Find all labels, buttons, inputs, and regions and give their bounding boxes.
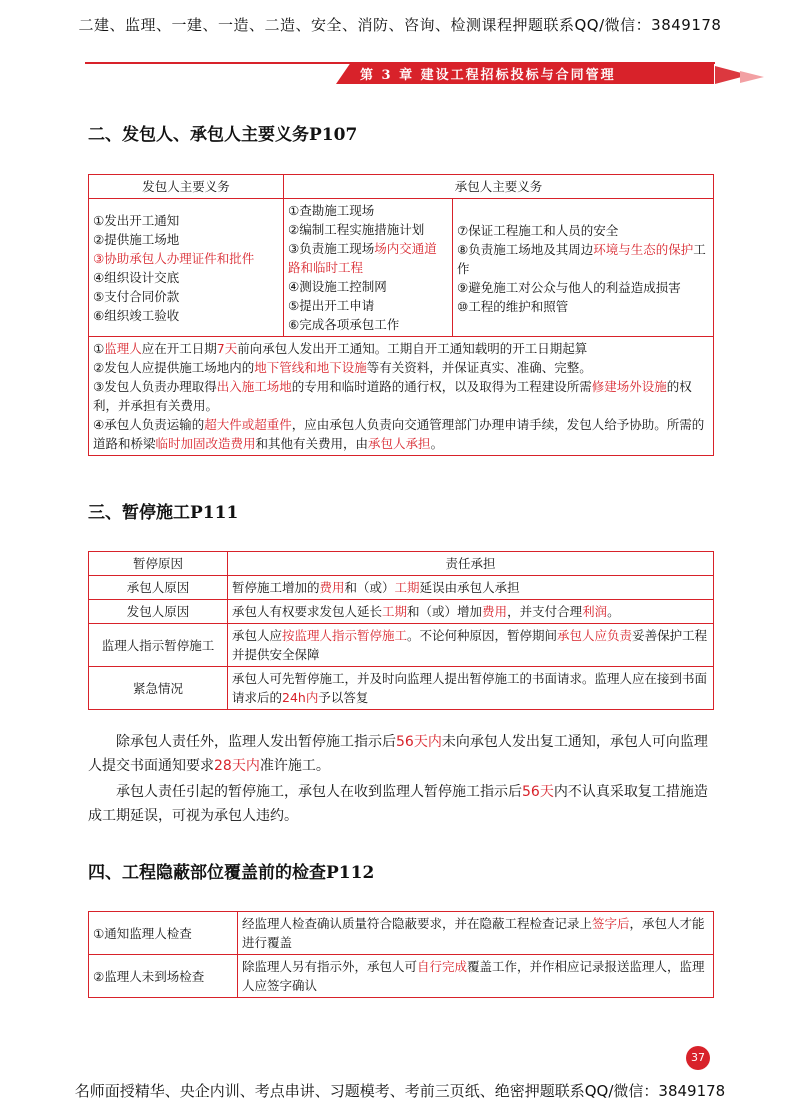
table-row: [89, 576, 714, 600]
note-3: ③发包人负责办理取得出入施工场地的专用和临时道路的通行权，以及取得为工程建设所需修建场外设施的权利，并承担有关费用。: [93, 379, 692, 413]
table-row: [89, 624, 714, 667]
list-item: ⑤提出开工申请: [288, 298, 375, 313]
reason-cell: 承包人原因: [89, 576, 228, 600]
section2-title: 二、发包人、承包人主要义务P107: [88, 125, 358, 145]
step-detail: 经监理人检查确认质量符合隐蔽要求，并在隐蔽工程检查记录上签字后，承包人才能进行覆盖: [238, 912, 714, 955]
contractor-obligations-b: [453, 199, 714, 337]
col-reason: 暂停原因: [89, 552, 228, 576]
resp-cell: 承包人应按监理人指示暂停施工。不论何种原因，暂停期间承包人应负责妥善保护工程并提供安全保障: [228, 624, 714, 667]
inspection-table: [88, 911, 714, 998]
col-employer: 发包人主要义务: [89, 175, 284, 199]
list-item: ①发出开工通知: [93, 213, 180, 228]
section3-title: 三、暂停施工P111: [88, 503, 239, 523]
page-number: 37: [686, 1046, 710, 1070]
resp-cell: 承包人可先暂停施工，并及时向监理人提出暂停施工的书面请求。监理人应在接到书面请求后的24h内予以答复: [228, 667, 714, 710]
note-1: ①监理人应在开工日期7天前向承包人发出开工通知。工期自开工通知载明的开工日期起算: [93, 341, 588, 356]
list-item: ②提供施工场地: [93, 232, 180, 247]
col-responsibility: 责任承担: [228, 552, 714, 576]
list-item: ②编制工程实施措施计划: [288, 222, 425, 237]
step-detail: 除监理人另有指示外，承包人可自行完成覆盖工作，并作相应记录报送监理人，监理人应签字确认: [238, 955, 714, 998]
obligations-table: [88, 174, 714, 456]
list-item: ③负责施工现场场内交通道路和临时工程: [288, 241, 437, 275]
col-contractor: 承包人主要义务: [284, 175, 714, 199]
list-item: ⑦保证工程施工和人员的安全: [457, 223, 619, 238]
step-label: ①通知监理人检查: [89, 912, 238, 955]
list-item: ④测设施工控制网: [288, 279, 387, 294]
section4-title: 四、工程隐蔽部位覆盖前的检查P112: [88, 863, 375, 883]
note-4: ④承包人负责运输的超大件或超重件，应由承包人负责向交通管理部门办理申请手续，发包人给予协助。所需的道路和桥梁临时加固改造费用和其他有关费用，由承包人承担。: [93, 417, 705, 451]
list-item: ①查勘施工现场: [288, 203, 375, 218]
reason-cell: 监理人指示暂停施工: [89, 624, 228, 667]
list-item: ⑨避免施工对公众与他人的利益造成损害: [457, 280, 681, 295]
list-item: ④组织设计交底: [93, 270, 180, 285]
list-item: ⑧负责施工场地及其周边环境与生态的保护工作: [457, 242, 706, 276]
reason-cell: 紧急情况: [89, 667, 228, 710]
list-item: ⑥完成各项承包工作: [288, 317, 400, 332]
resp-cell: 暂停施工增加的费用和（或）工期延误由承包人承担: [228, 576, 714, 600]
table-row: [89, 600, 714, 624]
obligations-notes: [89, 337, 714, 456]
list-item: ⑩工程的维护和照管: [457, 299, 569, 314]
arrow-decoration-light: [740, 71, 764, 83]
paragraph-resume: 除承包人责任外，监理人发出暂停施工指示后56天内未向承包人发出复工通知，承包人可向监理人提交书面通知要求28天内准许施工。: [88, 734, 708, 774]
list-item: ③协助承包人办理证件和批件: [93, 251, 255, 266]
step-label: ②监理人未到场检查: [89, 955, 238, 998]
resp-cell: 承包人有权要求发包人延长工期和（或）增加费用，并支付合理利润。: [228, 600, 714, 624]
employer-obligations: [89, 199, 284, 337]
table-row: [89, 955, 714, 998]
list-item: ⑤支付合同价款: [93, 289, 180, 304]
chapter-title: 第 3 章 建设工程招标投标与合同管理: [360, 68, 616, 83]
table-row: [89, 667, 714, 710]
footer-note: 名师面授精华、央企内训、考点串讲、习题模考、考前三页纸、绝密押题联系QQ/微信：3849178: [74, 1082, 726, 1100]
reason-cell: 发包人原因: [89, 600, 228, 624]
table-row: [89, 912, 714, 955]
suspension-table: [88, 551, 714, 710]
paragraph-breach: 承包人责任引起的暂停施工，承包人在收到监理人暂停施工指示后56天内不认真采取复工措施造成工期延误，可视为承包人违约。: [88, 784, 708, 824]
contractor-obligations-a: [284, 199, 453, 337]
list-item: ⑥组织竣工验收: [93, 308, 180, 323]
note-2: ②发包人应提供施工场地内的地下管线和地下设施等有关资料，并保证真实、准确、完整。: [93, 360, 592, 375]
header-note: 二建、监理、一建、一造、二造、安全、消防、咨询、检测课程押题联系QQ/微信：3849178: [78, 16, 722, 34]
